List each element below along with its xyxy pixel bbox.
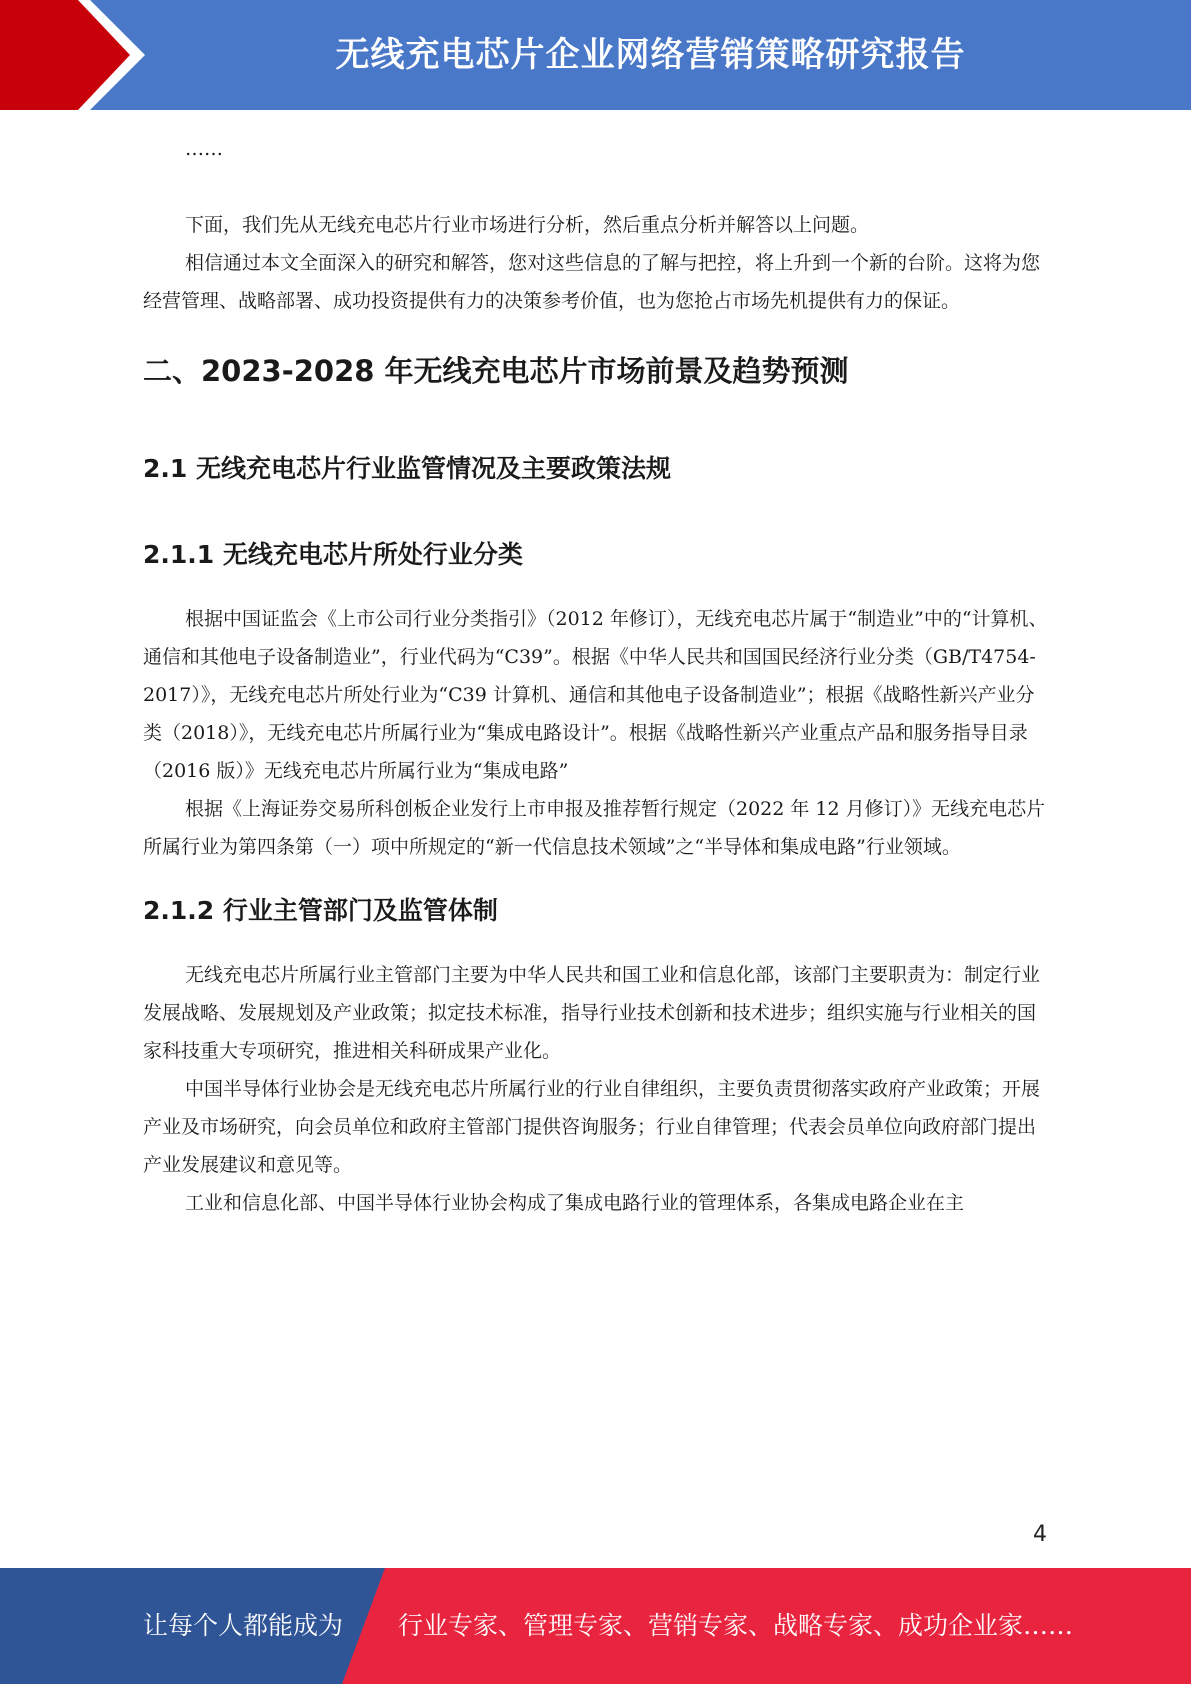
paragraph-intro: 下面，我们先从无线充电芯片行业市场进行分析，然后重点分析并解答以上问题。 — [185, 214, 870, 236]
footer-slogan-right: 行业专家、管理专家、营销专家、战略专家、成功企业家…… — [398, 1611, 1074, 1640]
paragraph-classification: 根据中国证监会《上市公司行业分类指引》（2012 年修订），无线充电芯片属于“制造业”中的“计算机、通信和其他电子设备制造业”，行业代码为“C39”。根据《中华人民共和国国民经济行业分类（GB/T4754-2017）》，无线充电芯片所处行业为“C39 计算机、通信和其他电子设备制造业”；根据《战略性新兴产业分类（2018）》，无线充电芯片所属行业为“集成电路设计”。根据《战略性新兴产业重点产品和服务指导目录（2016 版）》无线充电芯片所属行业为“集成电路” — [143, 608, 1048, 782]
subsection-heading-2-1-2: 2.1.2 行业主管部门及监管体制 — [143, 896, 498, 925]
header-chevron-decoration — [0, 0, 160, 110]
page-number: 4 — [1033, 1522, 1047, 1547]
subsection-heading-2-1: 2.1 无线充电芯片行业监管情况及主要政策法规 — [143, 454, 671, 483]
paragraph-star-market: 根据《上海证券交易所科创板企业发行上市申报及推荐暂行规定（2022 年 12 月修订）》无线充电芯片所属行业为第四条第（一）项中所规定的“新一代信息技术领域”之“半导体和集成电路”行业领域。 — [143, 798, 1046, 858]
paragraph-association: 中国半导体行业协会是无线充电芯片所属行业的行业自律组织，主要负责贯彻落实政府产业政策；开展产业及市场研究，向会员单位和政府主管部门提供咨询服务；行业自律管理；代表会员单位向政府部门提出产业发展建议和意见等。 — [143, 1078, 1041, 1176]
paragraph-management-system: 工业和信息化部、中国半导体行业协会构成了集成电路行业的管理体系，各集成电路企业在主 — [185, 1192, 965, 1214]
header-banner — [0, 0, 1191, 110]
document-body — [143, 130, 1048, 1222]
section-heading: 二、2023-2028 年无线充电芯片市场前景及趋势预测 — [143, 354, 849, 388]
footer-banner — [0, 1568, 1191, 1684]
paragraph-ministry: 无线充电芯片所属行业主管部门主要为中华人民共和国工业和信息化部，该部门主要职责为：制定行业发展战略、发展规划及产业政策；拟定技术标准，指导行业技术创新和技术进步；组织实施与行业相关的国家科技重大专项研究，推进相关科研成果产业化。 — [143, 964, 1041, 1062]
footer-slogan-left: 让每个人都能成为 — [143, 1611, 344, 1640]
subsection-heading-2-1-1: 2.1.1 无线充电芯片所处行业分类 — [143, 540, 523, 569]
ellipsis-line: …… — [185, 138, 223, 160]
report-title: 无线充电芯片企业网络营销策略研究报告 — [335, 35, 966, 75]
paragraph-value: 相信通过本文全面深入的研究和解答，您对这些信息的了解与把控，将上升到一个新的台阶。这将为您经营管理、战略部署、成功投资提供有力的决策参考价值，也为您抢占市场先机提供有力的保证。 — [143, 252, 1041, 312]
